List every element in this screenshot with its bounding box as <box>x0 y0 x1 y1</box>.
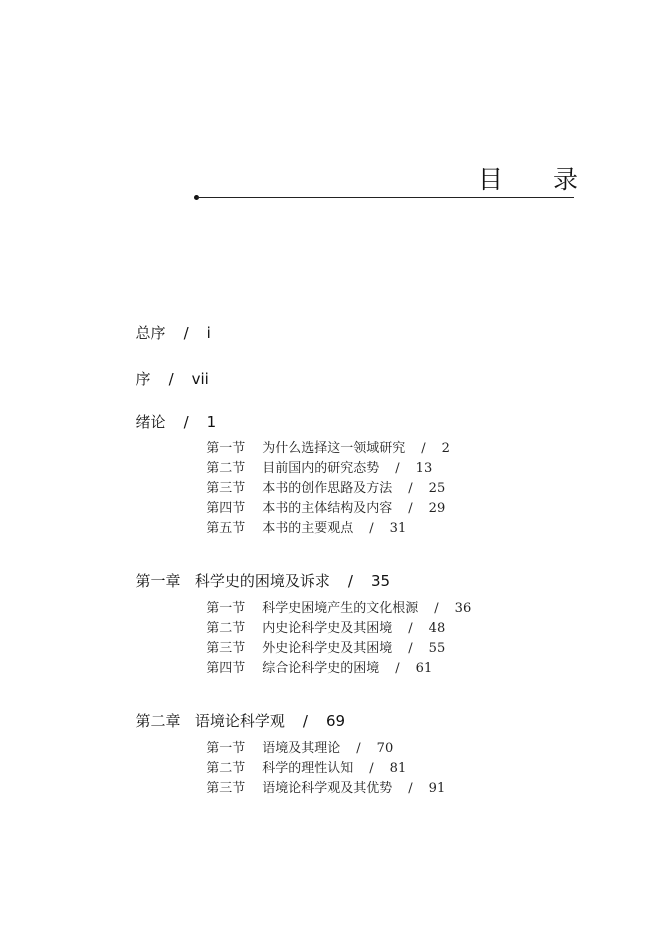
section-page: 61 <box>415 661 433 676</box>
entry-label: 总序 <box>135 324 166 342</box>
section-number: 第五节 <box>206 521 246 536</box>
separator: / <box>356 741 361 756</box>
section-number: 第二节 <box>206 761 246 776</box>
section-title: 语境及其理论 <box>262 741 341 756</box>
separator: / <box>408 481 413 496</box>
separator: / <box>408 781 413 796</box>
section-title: 为什么选择这一领域研究 <box>262 441 406 456</box>
section-title: 科学史困境产生的文化根源 <box>262 601 419 616</box>
separator: / <box>369 761 374 776</box>
separator: / <box>434 601 439 616</box>
section-number: 第四节 <box>206 661 246 676</box>
section-number: 第二节 <box>206 621 246 636</box>
chapter-title: 语境论科学观 <box>194 712 285 730</box>
separator: / <box>168 370 174 388</box>
section-page: 2 <box>441 441 450 456</box>
section-title: 语境论科学观及其优势 <box>262 781 393 796</box>
section-title: 外史论科学史及其困境 <box>262 641 393 656</box>
entry-label: 绪论 <box>135 413 166 431</box>
toc-entry-preface-general[interactable] <box>126 304 211 343</box>
section-number: 第一节 <box>206 741 246 756</box>
section-title: 本书的创作思路及方法 <box>262 481 393 496</box>
toc-section[interactable] <box>198 762 445 796</box>
title-char-1: 目 <box>478 165 504 194</box>
toc-section[interactable] <box>198 502 406 536</box>
separator: / <box>408 641 413 656</box>
entry-page: vii <box>191 370 209 388</box>
entry-page: i <box>206 324 211 342</box>
separator: / <box>395 661 400 676</box>
section-page: 36 <box>454 601 472 616</box>
section-number: 第一节 <box>206 601 246 616</box>
section-page: 55 <box>428 641 446 656</box>
section-number: 第四节 <box>206 501 246 516</box>
chapter-title: 科学史的困境及诉求 <box>194 572 330 590</box>
chapter-page: 69 <box>325 712 346 730</box>
section-title: 目前国内的研究态势 <box>262 461 380 476</box>
section-number: 第三节 <box>206 641 246 656</box>
separator: / <box>347 572 353 590</box>
section-title: 本书的主要观点 <box>262 521 354 536</box>
entry-page: 1 <box>206 413 217 431</box>
separator: / <box>408 621 413 636</box>
section-number: 第三节 <box>206 781 246 796</box>
page-title <box>478 160 578 196</box>
entry-label: 序 <box>135 370 151 388</box>
section-title: 内史论科学史及其困境 <box>262 621 393 636</box>
separator: / <box>395 461 400 476</box>
separator: / <box>183 413 189 431</box>
section-page: 70 <box>376 741 394 756</box>
section-page: 31 <box>389 521 407 536</box>
section-page: 48 <box>428 621 446 636</box>
separator: / <box>369 521 374 536</box>
section-title: 本书的主体结构及内容 <box>262 501 393 516</box>
separator: / <box>302 712 308 730</box>
section-number: 第二节 <box>206 461 246 476</box>
section-page: 25 <box>428 481 446 496</box>
section-title: 科学的理性认知 <box>262 761 354 776</box>
chapter-page: 35 <box>370 572 391 590</box>
section-title: 综合论科学史的困境 <box>262 661 380 676</box>
title-char-2: 录 <box>552 165 578 194</box>
title-rule <box>196 197 574 198</box>
section-page: 91 <box>428 781 446 796</box>
section-number: 第一节 <box>206 441 246 456</box>
chapter-label: 第二章 <box>135 712 181 730</box>
separator: / <box>183 324 189 342</box>
chapter-label: 第一章 <box>135 572 181 590</box>
section-number: 第三节 <box>206 481 246 496</box>
separator: / <box>421 441 426 456</box>
toc-entry-preface[interactable] <box>126 350 209 389</box>
section-page: 29 <box>428 501 446 516</box>
toc-section[interactable] <box>198 642 432 676</box>
separator: / <box>408 501 413 516</box>
section-page: 13 <box>415 461 433 476</box>
section-page: 81 <box>389 761 407 776</box>
